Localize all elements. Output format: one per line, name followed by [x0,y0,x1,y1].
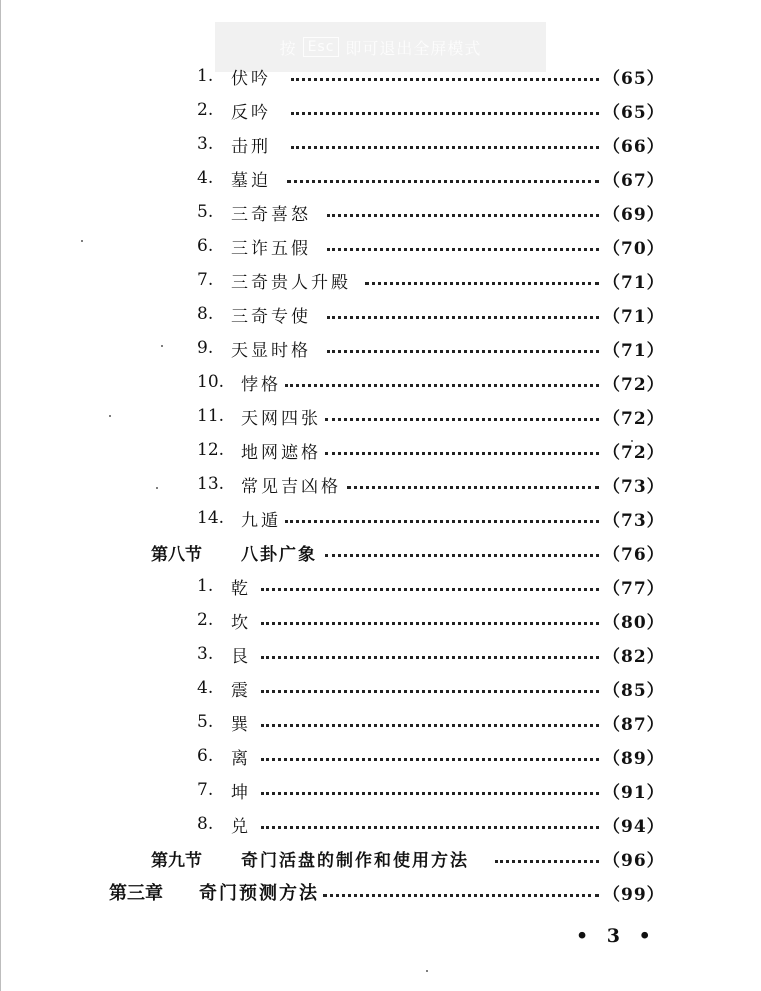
toc-entry-number: 5. [197,202,214,222]
toc-entry-title: 震 [231,680,251,701]
dot-leader [327,248,599,251]
toc-entry-number: 14. [197,508,225,528]
toc-chapter-label: 第三章 [109,883,163,904]
dot-leader [261,792,599,795]
toc-section-label: 第八节 [151,544,202,565]
dot-leader [325,554,599,557]
dot-leader [325,452,599,455]
dot-leader [327,214,599,217]
dot-leader [291,78,599,81]
dot-leader [365,282,599,285]
toc-entry-page: （72） [603,408,665,429]
toc-entry-number: 2. [197,610,214,630]
toc-entry-page: （91） [603,782,665,803]
dot-leader [261,690,599,693]
toc-entry-page: （70） [603,238,665,259]
toc-entry-page: （71） [603,340,665,361]
toc-entry-page: （77） [603,578,665,599]
toc-entry-number: 4. [197,168,214,188]
toc-entry-page: （66） [603,136,665,157]
dot-leader [261,588,599,591]
dot-leader [291,146,599,149]
scan-speck [156,487,158,489]
dot-leader [347,486,599,489]
page-number: • 3 • [576,925,657,947]
toc-entry-number: 8. [197,814,214,834]
toc-entry-number: 9. [197,338,214,358]
toc-entry-page: （69） [603,204,665,225]
toc-section-page: （96） [603,850,665,871]
toc-entry-title: 反吟 [231,102,271,123]
toc-entry-page: （89） [603,748,665,769]
toc-entry-title: 常见吉凶格 [241,476,341,497]
dot-leader [287,180,599,183]
toc-entry-title: 三奇贵人升殿 [231,272,351,293]
toc-section-title: 奇门活盘的制作和使用方法 [241,850,469,871]
toc-entry-number: 6. [197,746,214,766]
toc-section-page: （76） [603,544,665,565]
dot-leader [325,418,599,421]
toc-section-label: 第九节 [151,850,202,871]
dot-leader [261,622,599,625]
toc-entry-title: 三奇专使 [231,306,311,327]
hint-exit-text: 即可退出全屏模式 [345,38,482,58]
toc-entry-page: （71） [603,306,665,327]
toc-entry-title: 巽 [231,714,251,735]
toc-entry-title: 地网遮格 [241,442,321,463]
toc-entry-page: （65） [603,102,665,123]
toc-entry-page: （85） [603,680,665,701]
toc-entry-number: 12. [197,440,225,460]
toc-section-title: 八卦广象 [241,544,317,565]
dot-leader [261,758,599,761]
scan-speck [109,415,111,417]
toc-entry-page: （87） [603,714,665,735]
toc-entry-title: 乾 [231,578,251,599]
toc-entry-page: （94） [603,816,665,837]
dot-leader [261,826,599,829]
toc-entry-title: 坎 [231,612,251,633]
dot-leader [261,724,599,727]
toc-entry-number: 7. [197,270,214,290]
scan-speck [631,440,633,442]
toc-entry-page: （82） [603,646,665,667]
toc-entry-title: 艮 [231,646,251,667]
scan-speck [81,240,83,242]
toc-entry-title: 伏吟 [231,68,271,89]
toc-entry-title: 离 [231,748,251,769]
toc-entry-number: 13. [197,474,225,494]
toc-chapter-page: （99） [603,884,665,905]
dot-leader [291,112,599,115]
toc-entry-number: 8. [197,304,214,324]
dot-leader [327,316,599,319]
toc-entry-number: 7. [197,780,214,800]
toc-entry-number: 5. [197,712,214,732]
toc-entry-number: 1. [197,576,214,596]
toc-entry-page: （80） [603,612,665,633]
dot-leader [495,860,599,863]
toc-entry-page: （72） [603,442,665,463]
toc-entry-page: （72） [603,374,665,395]
toc-entry-page: （67） [603,170,665,191]
toc-entry-title: 击刑 [231,136,271,157]
toc-entry-number: 2. [197,100,214,120]
toc-entry-title: 九遁 [241,510,281,531]
toc-entry-title: 坤 [231,782,251,803]
dot-leader [285,520,599,523]
toc-entry-page: （73） [603,510,665,531]
dot-leader [327,350,599,353]
toc-chapter-title: 奇门预测方法 [199,883,319,904]
toc-entry-title: 天网四张 [241,408,321,429]
toc-entry-number: 10. [197,372,225,392]
toc-entry-number: 3. [197,644,214,664]
toc-entry-number: 4. [197,678,214,698]
scan-speck [426,970,428,972]
toc-entry-title: 三诈五假 [231,238,311,259]
dot-leader [285,384,599,387]
toc-entry-title: 悖格 [241,374,281,395]
toc-entry-title: 兑 [231,816,251,837]
dot-leader [261,656,599,659]
toc-entry-page: （71） [603,272,665,293]
scan-speck [161,345,163,347]
toc-entry-title: 三奇喜怒 [231,204,311,225]
toc-entry-number: 1. [197,66,214,86]
dot-leader [323,894,599,897]
toc-entry-title: 天显时格 [231,340,311,361]
toc-entry-number: 11. [197,406,225,426]
toc-entry-title: 墓迫 [231,170,271,191]
hint-press-text: 按 [279,38,297,58]
toc-entry-page: （73） [603,476,665,497]
toc-entry-number: 3. [197,134,214,154]
esc-key-label: Esc [303,37,340,57]
toc-entry-page: （65） [603,68,665,89]
toc-entry-number: 6. [197,236,214,256]
